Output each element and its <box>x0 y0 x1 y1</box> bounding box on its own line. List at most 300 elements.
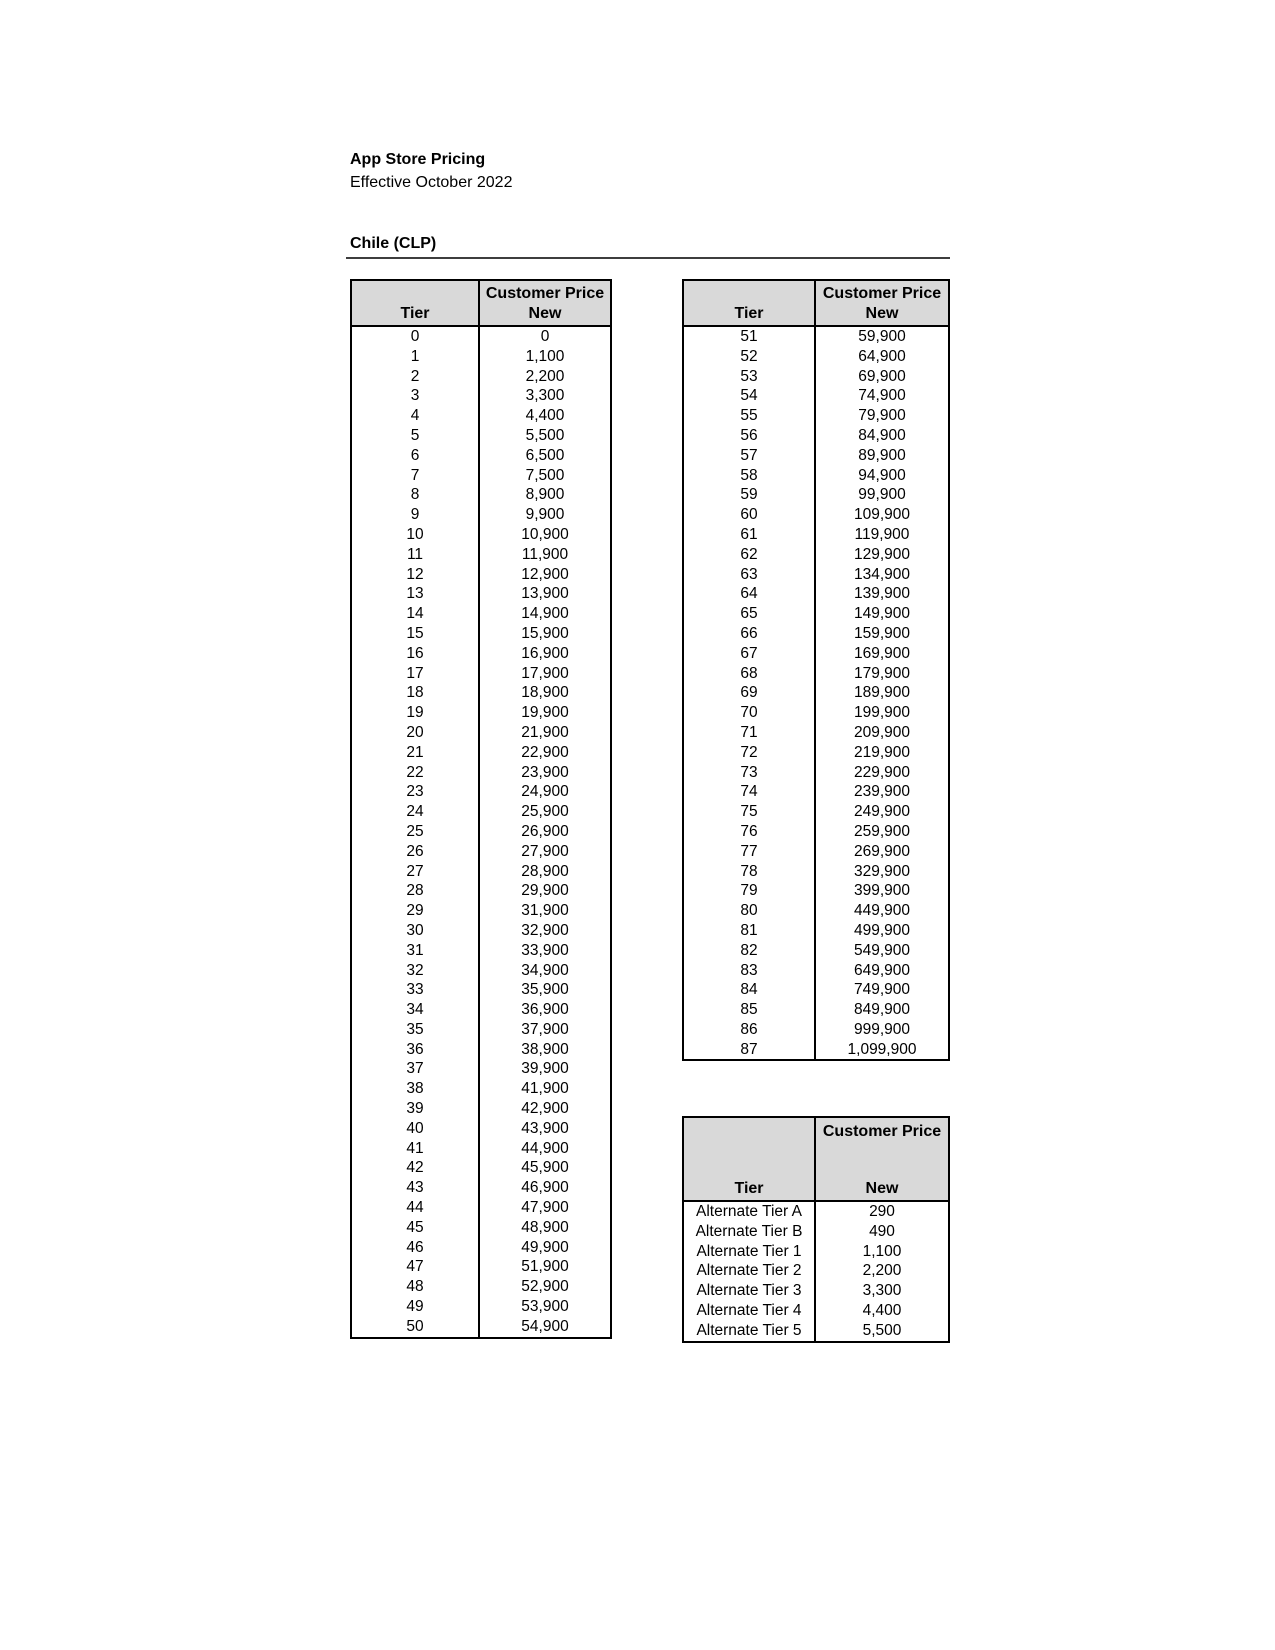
table-row <box>351 1000 611 1020</box>
tier-cell: 40 <box>406 1119 424 1137</box>
customer-price-label: Customer Price <box>485 285 605 302</box>
price-cell: 329,900 <box>815 862 949 882</box>
price-cell: 38,900 <box>479 1040 611 1060</box>
tier-cell: Alternate Tier 2 <box>696 1262 802 1280</box>
table-row <box>351 386 611 406</box>
table-row <box>683 1000 949 1020</box>
tier-cell: 49 <box>406 1298 424 1316</box>
tier-cell: 79 <box>740 882 758 900</box>
table-row <box>683 1301 949 1321</box>
tier-cell: 77 <box>740 842 758 860</box>
price-cell: 23,900 <box>479 763 611 783</box>
table-row <box>351 1317 611 1338</box>
tier-cell: 46 <box>406 1238 424 1256</box>
price-cell: 45,900 <box>479 1158 611 1178</box>
tier-cell: Alternate Tier 1 <box>696 1242 802 1260</box>
table-header-row <box>683 1117 949 1201</box>
table-row <box>351 1099 611 1119</box>
price-cell: 209,900 <box>815 723 949 743</box>
price-cell: 159,900 <box>815 624 949 644</box>
table-row <box>351 1040 611 1060</box>
tier-cell: 83 <box>740 961 758 979</box>
table-row <box>351 347 611 367</box>
table-row <box>351 822 611 842</box>
tier-cell: 48 <box>406 1278 424 1296</box>
new-price-label: New <box>865 1180 899 1197</box>
tier-cell: 81 <box>740 921 758 939</box>
table-row <box>683 525 949 545</box>
table-row <box>683 426 949 446</box>
table-row <box>351 367 611 387</box>
tier-cell: 56 <box>740 426 758 444</box>
table-row <box>351 1198 611 1218</box>
page-title: App Store Pricing <box>350 151 486 168</box>
price-cell: 169,900 <box>815 644 949 664</box>
table-row <box>351 624 611 644</box>
price-cell: 549,900 <box>815 941 949 961</box>
table-row <box>683 584 949 604</box>
tier-cell: 58 <box>740 466 758 484</box>
price-cell: 28,900 <box>479 862 611 882</box>
price-cell: 749,900 <box>815 980 949 1000</box>
tier-cell: 22 <box>406 763 424 781</box>
price-cell: 79,900 <box>815 406 949 426</box>
price-cell: 21,900 <box>479 723 611 743</box>
tier-cell: 39 <box>406 1100 424 1118</box>
price-cell: 39,900 <box>479 1059 611 1079</box>
table-row <box>683 961 949 981</box>
tier-cell: 60 <box>740 506 758 524</box>
price-cell: 189,900 <box>815 683 949 703</box>
price-cell: 37,900 <box>479 1020 611 1040</box>
tier-cell: 73 <box>740 763 758 781</box>
tier-cell: 70 <box>740 704 758 722</box>
tier-cell: Alternate Tier 5 <box>696 1321 802 1339</box>
table-row <box>351 584 611 604</box>
tier-cell: 45 <box>406 1218 424 1236</box>
section-heading-rule <box>346 234 950 259</box>
tier-cell: 20 <box>406 723 424 741</box>
table-row <box>351 406 611 426</box>
tier-cell: 5 <box>410 426 420 444</box>
price-cell: 84,900 <box>815 426 949 446</box>
tier-cell: 4 <box>410 407 420 425</box>
price-cell: 14,900 <box>479 604 611 624</box>
tier-cell: 87 <box>740 1040 758 1058</box>
tier-cell: 52 <box>740 347 758 365</box>
tier-cell: 7 <box>410 466 420 484</box>
tier-cell: 43 <box>406 1179 424 1197</box>
price-cell: 25,900 <box>479 802 611 822</box>
table-row <box>683 1261 949 1281</box>
table-header-row <box>683 280 949 326</box>
table-row <box>351 604 611 624</box>
tier-cell: Alternate Tier B <box>695 1222 803 1240</box>
table-row <box>683 545 949 565</box>
section-heading: Chile (CLP) <box>350 235 437 252</box>
price-cell: 29,900 <box>479 881 611 901</box>
price-cell: 2,200 <box>479 367 611 387</box>
table-row <box>351 466 611 486</box>
tier-column-header <box>351 280 479 326</box>
header-blank <box>352 284 478 304</box>
table-row <box>683 822 949 842</box>
tier-cell: 16 <box>406 644 424 662</box>
price-cell: 51,900 <box>479 1257 611 1277</box>
price-cell: 33,900 <box>479 941 611 961</box>
price-cell: 849,900 <box>815 1000 949 1020</box>
table-header-row <box>351 280 611 326</box>
price-column-header <box>815 1117 949 1201</box>
price-cell: 199,900 <box>815 703 949 723</box>
page-subtitle: Effective October 2022 <box>350 174 513 191</box>
header-blank <box>684 284 814 304</box>
table-row <box>683 980 949 1000</box>
tier-cell: 44 <box>406 1199 424 1217</box>
price-cell: 999,900 <box>815 1020 949 1040</box>
table-row <box>683 406 949 426</box>
tier-cell: 0 <box>410 328 420 345</box>
price-cell: 43,900 <box>479 1119 611 1139</box>
price-cell: 41,900 <box>479 1079 611 1099</box>
table-row <box>351 1119 611 1139</box>
tier-cell: 28 <box>406 882 424 900</box>
table-row <box>351 941 611 961</box>
price-cell: 5,500 <box>479 426 611 446</box>
customer-price-label: Customer Price <box>822 285 942 302</box>
price-cell: 6,500 <box>479 446 611 466</box>
table-row <box>351 782 611 802</box>
price-cell: 94,900 <box>815 466 949 486</box>
tier-cell: 11 <box>406 545 424 563</box>
table-row <box>351 901 611 921</box>
price-cell: 11,900 <box>479 545 611 565</box>
table-row <box>351 485 611 505</box>
tier-cell: 66 <box>740 624 758 642</box>
tier-cell: 50 <box>406 1317 424 1335</box>
table-row <box>683 1020 949 1040</box>
table-row <box>683 921 949 941</box>
tier-column-header <box>683 1117 815 1201</box>
tier-cell: 24 <box>406 803 424 821</box>
table-row <box>351 980 611 1000</box>
table-row <box>351 683 611 703</box>
tier-cell: 10 <box>406 525 424 543</box>
table-row <box>683 505 949 525</box>
table-row <box>683 326 949 347</box>
tier-cell: 31 <box>406 941 424 959</box>
tier-cell: 18 <box>406 684 424 702</box>
new-price-label: New <box>528 305 562 322</box>
table-row <box>351 446 611 466</box>
price-cell: 9,900 <box>479 505 611 525</box>
price-cell: 4,400 <box>479 406 611 426</box>
price-cell: 42,900 <box>479 1099 611 1119</box>
price-cell: 32,900 <box>479 921 611 941</box>
table-row <box>683 941 949 961</box>
tier-cell: 36 <box>406 1040 424 1058</box>
price-cell: 129,900 <box>815 545 949 565</box>
price-cell: 54,900 <box>479 1317 611 1338</box>
price-cell: 229,900 <box>815 763 949 783</box>
table-row <box>351 921 611 941</box>
tier-column-header <box>683 280 815 326</box>
tier-cell: Alternate Tier A <box>696 1203 802 1220</box>
table-row <box>351 763 611 783</box>
price-cell: 109,900 <box>815 505 949 525</box>
tier-cell: 38 <box>406 1080 424 1098</box>
tier-cell: 54 <box>740 387 758 405</box>
table-row <box>351 525 611 545</box>
table-row <box>351 723 611 743</box>
price-cell: 1,099,900 <box>815 1040 949 1061</box>
price-cell: 3,300 <box>479 386 611 406</box>
price-cell: 35,900 <box>479 980 611 1000</box>
tier-cell: 30 <box>406 921 424 939</box>
table-row <box>683 901 949 921</box>
tier-cell: 85 <box>740 1001 758 1019</box>
price-cell: 259,900 <box>815 822 949 842</box>
table-row <box>351 505 611 525</box>
tier-cell: 25 <box>406 822 424 840</box>
table-row <box>351 743 611 763</box>
price-cell: 5,500 <box>815 1321 949 1342</box>
table-row <box>683 644 949 664</box>
table-row <box>683 743 949 763</box>
price-cell: 89,900 <box>815 446 949 466</box>
tier-cell: 55 <box>740 407 758 425</box>
table-row <box>351 1238 611 1258</box>
tier-cell: 57 <box>740 446 758 464</box>
table-row <box>683 1321 949 1342</box>
tier-cell: 68 <box>740 664 758 682</box>
table-row <box>351 644 611 664</box>
table-row <box>351 842 611 862</box>
tier-cell: 33 <box>406 981 424 999</box>
table-row <box>351 1059 611 1079</box>
table-row <box>351 1277 611 1297</box>
table-row <box>351 1257 611 1277</box>
price-cell: 44,900 <box>479 1139 611 1159</box>
price-cell: 46,900 <box>479 1178 611 1198</box>
table-row <box>351 545 611 565</box>
table-row <box>683 683 949 703</box>
table-row <box>683 1242 949 1262</box>
tier-cell: 61 <box>740 525 758 543</box>
table-row <box>683 664 949 684</box>
tier-table-51-87 <box>682 279 950 1061</box>
tier-cell: 71 <box>740 723 758 741</box>
price-cell: 47,900 <box>479 1198 611 1218</box>
price-cell: 134,900 <box>815 565 949 585</box>
table-row <box>351 565 611 585</box>
price-cell: 249,900 <box>815 802 949 822</box>
table-row <box>351 426 611 446</box>
tier-cell: 21 <box>406 743 424 761</box>
table-row <box>683 604 949 624</box>
tier-cell: 67 <box>740 644 758 662</box>
price-column-header <box>479 280 611 326</box>
tier-cell: 6 <box>410 446 420 464</box>
table-row <box>351 664 611 684</box>
table-row <box>683 703 949 723</box>
tier-cell: 1 <box>410 347 420 365</box>
price-cell: 53,900 <box>479 1297 611 1317</box>
tier-cell: 86 <box>740 1020 758 1038</box>
price-cell: 7,500 <box>479 466 611 486</box>
customer-price-label: Customer Price <box>822 1123 942 1140</box>
table-row <box>351 1020 611 1040</box>
table-row <box>683 386 949 406</box>
tier-cell: 47 <box>406 1258 424 1276</box>
tier-cell: 19 <box>406 704 424 722</box>
price-cell: 10,900 <box>479 525 611 545</box>
tier-cell: 75 <box>740 803 758 821</box>
tier-cell: 9 <box>410 506 420 524</box>
table-row <box>351 1218 611 1238</box>
price-cell: 649,900 <box>815 961 949 981</box>
alternate-tier-table <box>682 1116 950 1343</box>
price-cell: 22,900 <box>479 743 611 763</box>
tier-cell: Alternate Tier 4 <box>696 1301 802 1319</box>
price-cell: 399,900 <box>815 881 949 901</box>
tier-cell: 82 <box>740 941 758 959</box>
table-row <box>683 881 949 901</box>
table-row <box>683 466 949 486</box>
price-cell: 269,900 <box>815 842 949 862</box>
table-row <box>683 723 949 743</box>
tier-table-0-50 <box>350 279 612 1339</box>
tier-cell: 17 <box>406 664 424 682</box>
table-row <box>683 842 949 862</box>
tier-cell: 13 <box>406 585 424 603</box>
price-cell: 36,900 <box>479 1000 611 1020</box>
tier-cell: 80 <box>740 902 758 920</box>
tier-cell: 35 <box>406 1020 424 1038</box>
tier-cell: 78 <box>740 862 758 880</box>
tier-cell: 15 <box>406 624 424 642</box>
price-cell: 16,900 <box>479 644 611 664</box>
price-cell: 27,900 <box>479 842 611 862</box>
tier-cell: 62 <box>740 545 758 563</box>
price-cell: 12,900 <box>479 565 611 585</box>
table-row <box>351 1079 611 1099</box>
price-cell: 0 <box>479 326 611 347</box>
tier-cell: 53 <box>740 367 758 385</box>
price-cell: 219,900 <box>815 743 949 763</box>
table-row <box>683 1040 949 1061</box>
price-cell: 24,900 <box>479 782 611 802</box>
tier-cell: 32 <box>406 961 424 979</box>
price-cell: 8,900 <box>479 485 611 505</box>
tier-cell: 14 <box>406 605 424 623</box>
table-row <box>351 1297 611 1317</box>
price-cell: 1,100 <box>815 1242 949 1262</box>
tier-cell: 51 <box>740 328 758 345</box>
table-row <box>683 1281 949 1301</box>
tier-cell: 2 <box>410 367 420 385</box>
table-row <box>351 326 611 347</box>
price-cell: 52,900 <box>479 1277 611 1297</box>
tier-cell: 27 <box>406 862 424 880</box>
table-row <box>683 1201 949 1222</box>
tier-cell: 23 <box>406 783 424 801</box>
price-cell: 179,900 <box>815 664 949 684</box>
table-row <box>351 1139 611 1159</box>
price-cell: 449,900 <box>815 901 949 921</box>
table-row <box>683 624 949 644</box>
tier-cell: 8 <box>410 486 420 504</box>
price-cell: 499,900 <box>815 921 949 941</box>
price-cell: 59,900 <box>815 326 949 347</box>
price-cell: 490 <box>815 1222 949 1242</box>
table-row <box>351 703 611 723</box>
table-row <box>351 961 611 981</box>
tier-cell: 63 <box>740 565 758 583</box>
table-row <box>683 782 949 802</box>
price-cell: 3,300 <box>815 1281 949 1301</box>
tier-header-label: Tier <box>734 1180 764 1197</box>
tier-cell: 69 <box>740 684 758 702</box>
price-cell: 149,900 <box>815 604 949 624</box>
tier-cell: 64 <box>740 585 758 603</box>
price-cell: 17,900 <box>479 664 611 684</box>
header-blank <box>684 1122 814 1142</box>
price-cell: 48,900 <box>479 1218 611 1238</box>
price-cell: 13,900 <box>479 584 611 604</box>
table-row <box>683 446 949 466</box>
table-row <box>683 1222 949 1242</box>
price-cell: 239,900 <box>815 782 949 802</box>
tier-cell: 29 <box>406 902 424 920</box>
tier-header-label: Tier <box>400 305 430 322</box>
tier-cell: 42 <box>406 1159 424 1177</box>
table-row <box>683 347 949 367</box>
tier-cell: 34 <box>406 1001 424 1019</box>
table-row <box>683 862 949 882</box>
price-cell: 18,900 <box>479 683 611 703</box>
tier-cell: 65 <box>740 605 758 623</box>
new-price-label: New <box>865 305 899 322</box>
tier-cell: 37 <box>406 1060 424 1078</box>
price-cell: 26,900 <box>479 822 611 842</box>
price-cell: 99,900 <box>815 485 949 505</box>
table-row <box>683 802 949 822</box>
price-cell: 15,900 <box>479 624 611 644</box>
price-cell: 31,900 <box>479 901 611 921</box>
table-row <box>351 881 611 901</box>
tier-cell: 74 <box>740 783 758 801</box>
table-row <box>683 367 949 387</box>
tier-cell: 76 <box>740 822 758 840</box>
price-cell: 64,900 <box>815 347 949 367</box>
tier-cell: 12 <box>406 565 424 583</box>
table-row <box>351 1178 611 1198</box>
price-cell: 19,900 <box>479 703 611 723</box>
price-cell: 69,900 <box>815 367 949 387</box>
table-row <box>683 485 949 505</box>
tier-cell: 41 <box>406 1139 424 1157</box>
tier-cell: 3 <box>410 387 420 405</box>
price-cell: 139,900 <box>815 584 949 604</box>
tier-cell: 72 <box>740 743 758 761</box>
table-row <box>351 1158 611 1178</box>
tier-cell: 59 <box>740 486 758 504</box>
price-cell: 34,900 <box>479 961 611 981</box>
price-cell: 4,400 <box>815 1301 949 1321</box>
price-cell: 119,900 <box>815 525 949 545</box>
table-row <box>683 565 949 585</box>
